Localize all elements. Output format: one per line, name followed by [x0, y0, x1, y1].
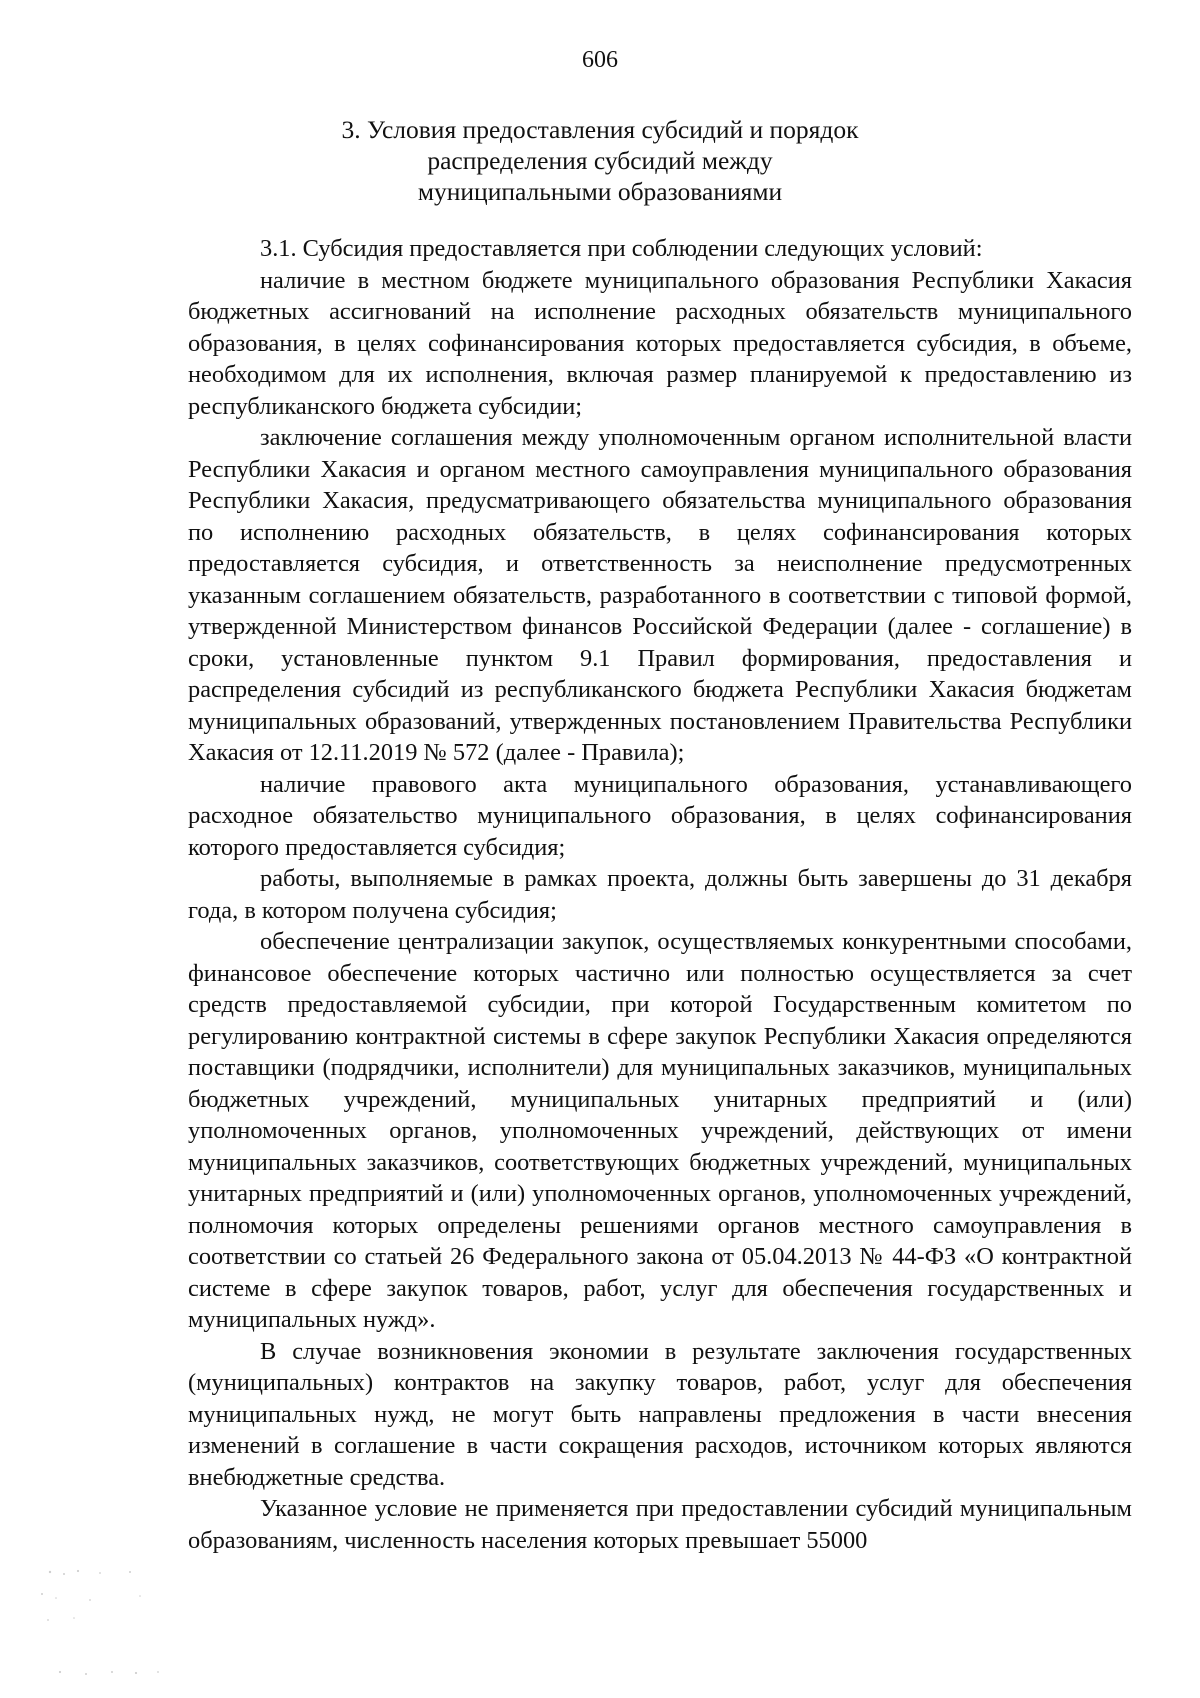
body-text — [188, 233, 1132, 1556]
paragraph-savings: В случае возникновения экономии в результате заключения государственных (муниципальных) контрактов на закупку товаров, работ, услуг для обеспечения муниципальных нужд, не могут быть направлены предложения в части внесения изменений в соглашение в части сокращения расходов, источником которых являются внебюджетные средства. — [188, 1337, 1132, 1491]
scan-artifact — [30, 1560, 170, 1680]
paragraph-condition-agreement: заключение соглашения между уполномоченным органом исполнительной власти Республики Хакасия и органом местного самоуправления муниципального образования Республики Хакасия, предусматривающего обязательства муниципального образования по исполнению расходных обязательств, в целях софинансирования которых предоставляется субсидия, и ответственность за неисполнение предусмотренных указанным соглашением обязательств, разработанного в соответствии с типовой формой, утвержденной Министерством финансов Российской Федерации (далее - соглашение) в сроки, установленные пунктом 9.1 Правил формирования, предоставления и распределения субсидий из республиканского бюджета Республики Хакасия бюджетам муниципальных образований, утвержденных постановлением Правительства Республики Хакасия от 12.11.2019 № 572 (далее - Правила); — [188, 424, 1132, 766]
paragraph-condition-procurement: обеспечение централизации закупок, осуществляемых конкурентными способами, финансовое обеспечение которых частично или полностью осуществляется за счет средств предоставляемой субсидии, при которой Государственным комитетом по регулированию контрактной системы в сфере закупок Республики Хакасия определяются поставщики (подрядчики, исполнители) для муниципальных заказчиков, муниципальных бюджетных учреждений, муниципальных унитарных предприятий и (или) уполномоченных органов, уполномоченных учреждений, действующих от имени муниципальных заказчиков, соответствующих бюджетных учреждений, муниципальных унитарных предприятий и (или) уполномоченных органов, уполномоченных учреждений, полномочия которых определены решениями органов местного самоуправления в соответствии со статьей 26 Федерального закона от 05.04.2013 № 44-ФЗ «О контрактной системе в сфере закупок товаров, работ, услуг для обеспечения государственных и муниципальных нужд». — [188, 928, 1132, 1333]
paragraph-condition-budget: наличие в местном бюджете муниципального образования Республики Хакасия бюджетных ассигнований на исполнение расходных обязательств муниципального образования, в целях софинансирования которых предоставляется субсидия, в объеме, необходимом для их исполнения, включая размер планируемой к предоставлению из республиканского бюджета субсидии; — [188, 266, 1132, 420]
page-number: 606 — [582, 47, 618, 73]
paragraph-condition-legal-act: наличие правового акта муниципального образования, устанавливающего расходное обязательство муниципального образования, в целях софинансирования которого предоставляется субсидия; — [188, 770, 1132, 861]
heading-line-3: муниципальными образованиями — [417, 177, 783, 206]
section-heading — [250, 114, 950, 207]
paragraph-condition-deadline: работы, выполняемые в рамках проекта, должны быть завершены до 31 декабря года, в котором получена субсидия; — [188, 865, 1132, 924]
paragraph-exception: Указанное условие не применяется при предоставлении субсидий муниципальным образованиям, численность населения которых превышает 55000 — [188, 1495, 1132, 1554]
heading-line-1: 3. Условия предоставления субсидий и порядок — [341, 115, 859, 144]
paragraph-3-1: 3.1. Субсидия предоставляется при соблюдении следующих условий: — [260, 235, 983, 262]
heading-line-2: распределения субсидий между — [427, 146, 773, 175]
